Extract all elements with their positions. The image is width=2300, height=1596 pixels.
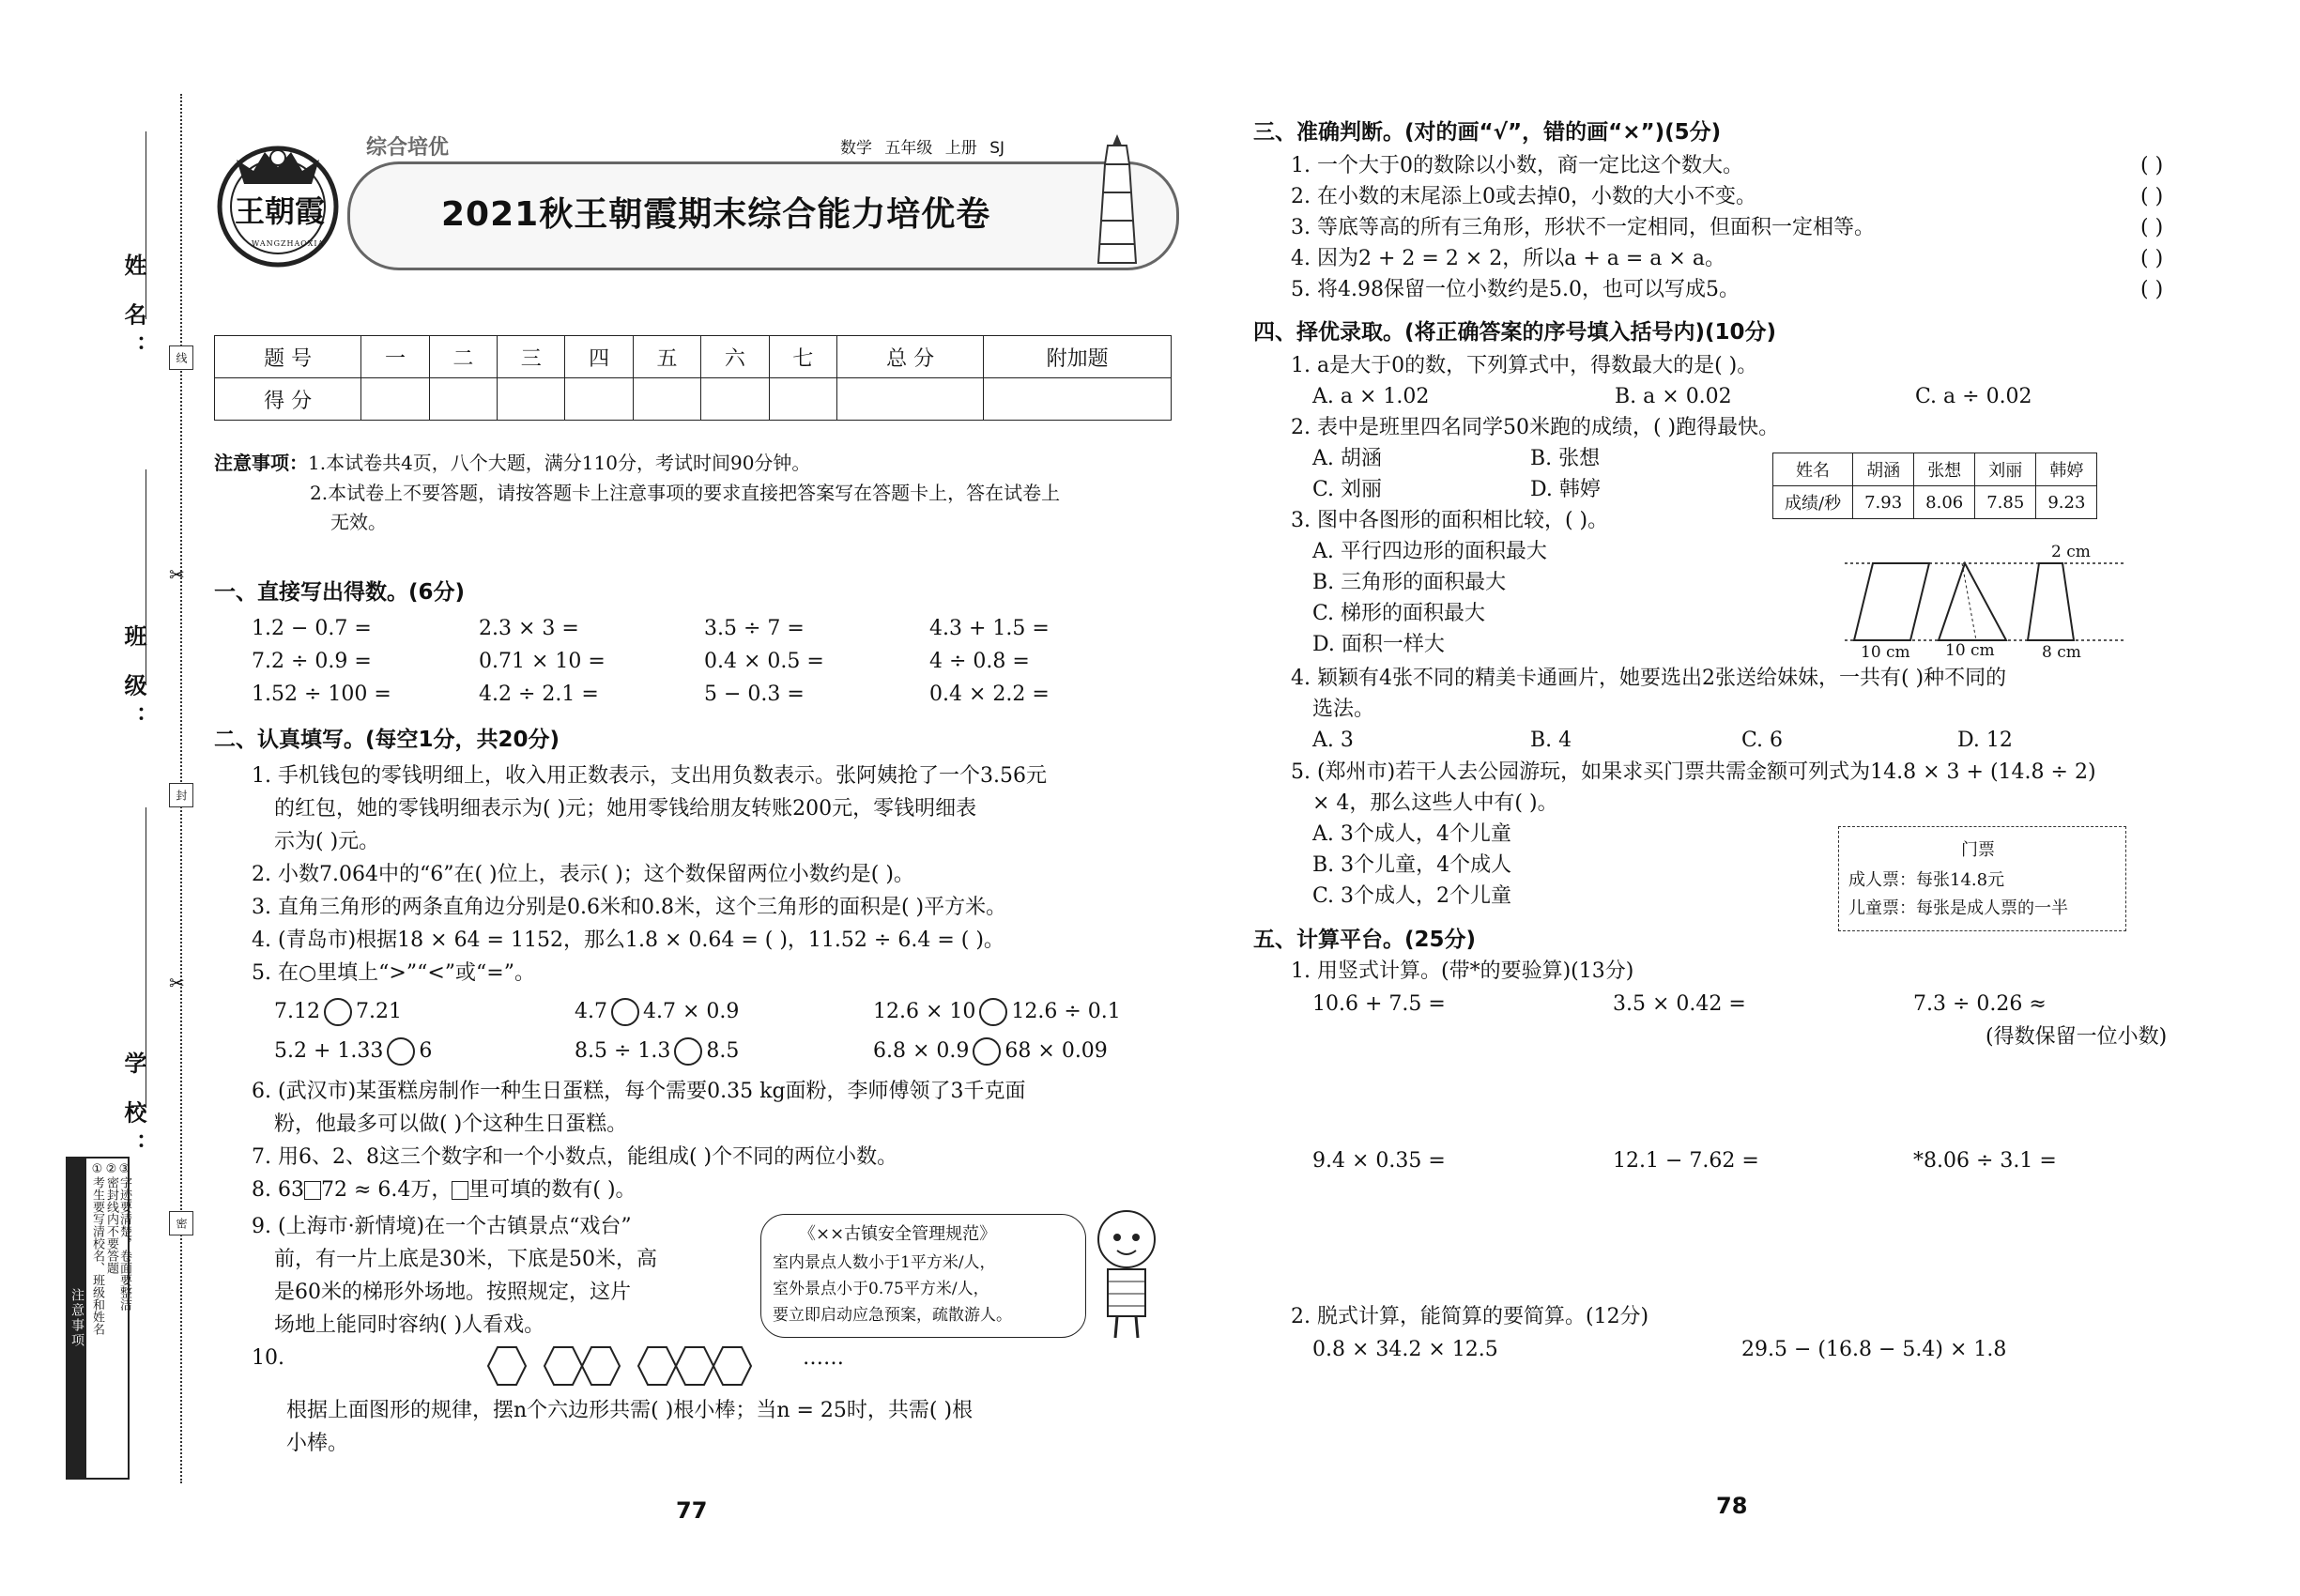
calc-item: 4 ÷ 0.8 = bbox=[929, 650, 1030, 673]
class-label: 班 级： bbox=[120, 624, 146, 738]
option: B. 张想 bbox=[1530, 447, 1601, 470]
compare-circle[interactable] bbox=[324, 998, 352, 1026]
rounding-note: (得数保留一位小数) bbox=[1986, 1025, 2168, 1049]
question-text: 6. (武汉市)某蛋糕房制作一种生日蛋糕，每个需要0.35 kg面粉，李师傅领了3千克面 bbox=[252, 1080, 1026, 1103]
compare-left: 6.8 × 0.9 bbox=[873, 1039, 970, 1063]
option: A. 胡涵 bbox=[1312, 447, 1382, 470]
notice-label-line bbox=[214, 449, 810, 477]
score-input-cell[interactable] bbox=[429, 378, 497, 421]
q8-part: 里可填的数有( )。 bbox=[468, 1178, 636, 1202]
question-text: 3. 直角三角形的两条直角边分别是0.6米和0.8米，这个三角形的面积是( )平方米。 bbox=[252, 896, 1007, 919]
option: D. 面积一样大 bbox=[1312, 633, 1445, 656]
score-input-cell[interactable] bbox=[361, 378, 429, 421]
option: A. 3 bbox=[1312, 729, 1354, 752]
question-text: 5. 在○里填上“>”“<”或“=”。 bbox=[252, 961, 535, 985]
compare-item bbox=[575, 998, 739, 1026]
compare-circle[interactable] bbox=[674, 1037, 702, 1066]
score-table-header-row bbox=[215, 336, 1172, 378]
question-text: 1. 用竖式计算。(带*的要验算)(13分) bbox=[1291, 959, 1634, 983]
option: C. 3个成人，2个儿童 bbox=[1312, 884, 1512, 908]
answer-paren[interactable]: ( ) bbox=[2140, 278, 2164, 301]
question-text: 场地上能同时容纳( )人看戏。 bbox=[274, 1313, 545, 1337]
binding-notes-title: 注意事项 bbox=[68, 1159, 86, 1478]
runner-cell: 9.23 bbox=[2036, 486, 2097, 519]
question-text: 7. 用6、2、8这三个数字和一个小数点，能组成( )个不同的两位小数。 bbox=[252, 1145, 898, 1169]
subject-info: 数学 五年级 上册 SJ bbox=[840, 139, 1005, 158]
question-text: 小棒。 bbox=[286, 1432, 349, 1455]
cut-mark-secret: 密 bbox=[169, 1211, 193, 1235]
option: C. a ÷ 0.02 bbox=[1915, 385, 2032, 408]
school-label: 学 校： bbox=[120, 1051, 146, 1165]
score-table bbox=[214, 335, 1172, 421]
compare-left: 8.5 ÷ 1.3 bbox=[575, 1039, 671, 1063]
calc-item: 3.5 ÷ 7 = bbox=[704, 617, 805, 640]
compare-left: 5.2 + 1.33 bbox=[274, 1039, 384, 1063]
calc-item: 0.4 × 0.5 = bbox=[704, 650, 824, 673]
q8-part: 72 ≈ 6.4万， bbox=[320, 1178, 452, 1202]
scissors-icon: ✂ bbox=[169, 972, 185, 994]
option: B. 4 bbox=[1530, 729, 1572, 752]
question-text: 2. 表中是班里四名同学50米跑的成绩，( )跑得最快。 bbox=[1291, 416, 1780, 439]
runner-cell: 成绩/秒 bbox=[1773, 486, 1853, 519]
hexagon-pattern-figure bbox=[479, 1333, 789, 1399]
q8-part: 8. 63 bbox=[252, 1178, 304, 1202]
score-cell: 附加题 bbox=[984, 336, 1172, 378]
runner-cell: 姓名 bbox=[1773, 453, 1853, 486]
option: B. a × 0.02 bbox=[1615, 385, 1732, 408]
score-input-cell[interactable] bbox=[769, 378, 836, 421]
score-cell: 五 bbox=[633, 336, 700, 378]
calc-item: 3.5 × 0.42 = bbox=[1613, 992, 1746, 1016]
binding-note: ③字迹要清楚，卷面要整洁 bbox=[117, 1162, 131, 1311]
cartoon-boy-icon bbox=[1080, 1202, 1173, 1343]
judge-item: 1. 一个大于0的数除以小数，商一定比这个数大。 bbox=[1291, 154, 1743, 177]
notice-box-line: 室内景点人数小于1平方米/人， bbox=[773, 1253, 996, 1272]
option: C. 梯形的面积最大 bbox=[1312, 602, 1486, 625]
calc-item: 5 − 0.3 = bbox=[704, 683, 805, 706]
runner-cell: 张想 bbox=[1914, 453, 1975, 486]
calc-item: 0.71 × 10 = bbox=[479, 650, 606, 673]
judge-item: 5. 将4.98保留一位小数约是5.0，也可以写成5。 bbox=[1291, 278, 1740, 301]
answer-paren[interactable]: ( ) bbox=[2140, 216, 2164, 239]
question-text: 4. 颖颖有4张不同的精美卡通画片，她要选出2张送给妹妹，一共有( )种不同的 bbox=[1291, 667, 2007, 690]
calc-item: 29.5 − (16.8 − 5.4) × 1.8 bbox=[1741, 1338, 2007, 1361]
section3-title: 三、准确判断。(对的画“√”，错的画“×”)(5分) bbox=[1253, 120, 1722, 145]
compare-circle[interactable] bbox=[979, 998, 1007, 1026]
binding-note: ①考生要写清校名、班级和姓名 bbox=[90, 1162, 104, 1335]
notice-line: 无效。 bbox=[330, 511, 387, 533]
question-text bbox=[252, 1176, 636, 1205]
score-cell: 题 号 bbox=[215, 336, 361, 378]
page-number-right: 78 bbox=[1716, 1493, 1748, 1519]
calc-item: 4.2 ÷ 2.1 = bbox=[479, 683, 599, 706]
figure-label: 8 cm bbox=[2042, 643, 2081, 662]
notice-label: 注意事项： bbox=[214, 452, 308, 474]
calc-item: 1.2 − 0.7 = bbox=[252, 617, 372, 640]
question-text: 4. (青岛市)根据18 × 64 = 1152，那么1.8 × 0.64 = ( )，11.52 ÷ 6.4 = ( )。 bbox=[252, 928, 1004, 952]
score-cell: 六 bbox=[701, 336, 769, 378]
compare-right: 4.7 × 0.9 bbox=[643, 1000, 740, 1023]
figure-label: 10 cm bbox=[1945, 641, 1995, 660]
question-text: 9. (上海市·新情境)在一个古镇景点“戏台” bbox=[252, 1215, 632, 1238]
compare-right: 68 × 0.09 bbox=[1004, 1039, 1108, 1063]
score-input-cell[interactable] bbox=[565, 378, 633, 421]
calc-item: 12.1 − 7.62 = bbox=[1613, 1149, 1759, 1173]
option: B. 三角形的面积最大 bbox=[1312, 571, 1507, 594]
question-text: 2. 脱式计算，能简算的要简算。(12分) bbox=[1291, 1305, 1649, 1328]
score-cell: 三 bbox=[498, 336, 565, 378]
score-input-cell[interactable] bbox=[498, 378, 565, 421]
compare-item bbox=[575, 1037, 739, 1066]
score-cell: 二 bbox=[429, 336, 497, 378]
question-text: 1. 手机钱包的零钱明细上，收入用正数表示，支出用负数表示。张阿姨抢了一个3.56元 bbox=[252, 764, 1047, 788]
option: B. 3个儿童，4个成人 bbox=[1312, 853, 1512, 877]
binding-notes-box bbox=[66, 1157, 130, 1480]
option: A. a × 1.02 bbox=[1312, 385, 1430, 408]
question-text: 选法。 bbox=[1312, 698, 1375, 721]
question-number: 10. bbox=[252, 1346, 284, 1370]
question-text: × 4，那么这些人中有( )。 bbox=[1312, 791, 1558, 815]
compare-left: 12.6 × 10 bbox=[873, 1000, 976, 1023]
safety-notice-box bbox=[760, 1214, 1086, 1338]
option: C. 刘丽 bbox=[1312, 478, 1383, 501]
runner-times-table bbox=[1772, 453, 2097, 519]
notice-line: 2.本试卷上不要答题，请按答题卡上注意事项的要求直接把答案写在答题卡上，答在试卷上 bbox=[310, 482, 1061, 504]
calc-item: 9.4 × 0.35 = bbox=[1312, 1149, 1446, 1173]
paper-title: 2021秋王朝霞期末综合能力培优卷 bbox=[441, 195, 991, 234]
judge-item: 4. 因为2 + 2 = 2 × 2，所以a + a = a × a。 bbox=[1291, 247, 1725, 270]
runner-cell: 韩婷 bbox=[2036, 453, 2097, 486]
series-tag: 综合培优 bbox=[366, 136, 450, 160]
runner-table-header bbox=[1773, 453, 2097, 486]
continuation-dots: …… bbox=[803, 1346, 844, 1370]
calc-item: 1.52 ÷ 100 = bbox=[252, 683, 391, 706]
runner-cell: 胡涵 bbox=[1853, 453, 1914, 486]
question-text: 示为( )元。 bbox=[274, 830, 380, 853]
ticket-line: 儿童票：每张是成人票的一半 bbox=[1848, 898, 2068, 918]
score-cell: 总 分 bbox=[837, 336, 984, 378]
calc-item: 7.2 ÷ 0.9 = bbox=[252, 650, 372, 673]
option: A. 平行四边形的面积最大 bbox=[1312, 540, 1547, 563]
runner-cell: 刘丽 bbox=[1975, 453, 2036, 486]
score-cell: 一 bbox=[361, 336, 429, 378]
trapezoid-shape bbox=[2028, 563, 2074, 640]
question-text: 粉，他最多可以做( )个这种生日蛋糕。 bbox=[274, 1113, 628, 1136]
notice-box-title: 《××古镇安全管理规范》 bbox=[799, 1224, 997, 1244]
calc-item: 7.3 ÷ 0.26 ≈ bbox=[1913, 992, 2047, 1016]
compare-circle[interactable] bbox=[387, 1037, 415, 1066]
runner-cell: 7.93 bbox=[1853, 486, 1914, 519]
question-text: 2. 小数7.064中的“6”在( )位上，表示( )；这个数保留两位小数约是( )。 bbox=[252, 863, 914, 886]
compare-item bbox=[873, 998, 1121, 1026]
section2-title: 二、认真填写。(每空1分，共20分) bbox=[214, 728, 560, 752]
notice-box-line: 要立即启动应急预案，疏散游人。 bbox=[773, 1306, 1012, 1325]
judge-item: 3. 等底等高的所有三角形，形状不一定相同，但面积一定相等。 bbox=[1291, 216, 1875, 239]
option: D. 12 bbox=[1957, 729, 2013, 752]
notice-line: 1.本试卷共4页，八个大题，满分110分，考试时间90分钟。 bbox=[308, 452, 811, 474]
question-text: 3. 图中各图形的面积相比较，( )。 bbox=[1291, 509, 1609, 532]
blank-box bbox=[452, 1181, 468, 1200]
section1-title: 一、直接写出得数。(6分) bbox=[214, 580, 466, 605]
question-text: 根据上面图形的规律，摆n个六边形共需( )根小棒；当n = 25时，共需( )根 bbox=[286, 1399, 974, 1422]
binding-margin bbox=[0, 0, 197, 1596]
question-text: 5. (郑州市)若干人去公园游玩，如果求买门票共需金额可列式为14.8 × 3 + (14.8 ÷ 2) bbox=[1291, 760, 2096, 784]
compare-right: 8.5 bbox=[706, 1039, 740, 1063]
calc-item: *8.06 ÷ 3.1 = bbox=[1913, 1149, 2057, 1173]
option: D. 韩婷 bbox=[1530, 478, 1601, 501]
score-table-score-row bbox=[215, 378, 1172, 421]
question-text: 的红包，她的零钱明细表示为( )元；她用零钱给朋友转账200元，零钱明细表 bbox=[274, 797, 977, 821]
compare-circle[interactable] bbox=[611, 998, 639, 1026]
option: C. 6 bbox=[1741, 729, 1784, 752]
scissors-icon: ✂ bbox=[169, 563, 185, 586]
cut-mark-seal: 封 bbox=[169, 783, 193, 807]
logo-ring-text: WANGZHAOXIA bbox=[252, 239, 325, 248]
lighthouse-icon bbox=[1084, 127, 1150, 268]
compare-right: 6 bbox=[419, 1039, 433, 1063]
score-input-cell[interactable] bbox=[837, 378, 984, 421]
score-input-cell[interactable] bbox=[701, 378, 769, 421]
compare-item bbox=[274, 998, 402, 1026]
calc-item: 10.6 + 7.5 = bbox=[1312, 992, 1446, 1016]
score-cell: 四 bbox=[565, 336, 633, 378]
answer-paren[interactable]: ( ) bbox=[2140, 185, 2164, 208]
score-input-cell[interactable] bbox=[633, 378, 700, 421]
judge-item: 2. 在小数的末尾添上0或去掉0，小数的大小不变。 bbox=[1291, 185, 1756, 208]
cut-mark-line: 线 bbox=[169, 345, 193, 370]
figure-label: 2 cm bbox=[2051, 543, 2091, 561]
calc-item: 0.4 × 2.2 = bbox=[929, 683, 1050, 706]
answer-paren[interactable]: ( ) bbox=[2140, 247, 2164, 270]
parallelogram-shape bbox=[1854, 563, 1929, 640]
question-text: 是60米的梯形外场地。按照规定，这片 bbox=[274, 1281, 631, 1304]
figure-label: 10 cm bbox=[1861, 643, 1910, 662]
runner-cell: 8.06 bbox=[1914, 486, 1975, 519]
compare-right: 7.21 bbox=[355, 1000, 402, 1023]
notice-box-line: 室外景点小于0.75平方米/人， bbox=[773, 1280, 989, 1298]
ticket-line: 成人票：每张14.8元 bbox=[1848, 870, 2005, 890]
compare-right: 12.6 ÷ 0.1 bbox=[1011, 1000, 1121, 1023]
score-row-label: 得 分 bbox=[215, 378, 361, 421]
option: A. 3个成人，4个儿童 bbox=[1312, 822, 1511, 846]
ticket-title: 门票 bbox=[1961, 840, 1995, 860]
blank-box bbox=[304, 1181, 321, 1200]
name-label: 姓 名： bbox=[120, 253, 146, 367]
runner-table-row bbox=[1773, 486, 2097, 519]
calc-item: 4.3 + 1.5 = bbox=[929, 617, 1050, 640]
compare-item bbox=[873, 1037, 1108, 1066]
section5-title: 五、计算平台。(25分) bbox=[1253, 928, 1477, 952]
compare-left: 7.12 bbox=[274, 1000, 320, 1023]
triangle-shape bbox=[1939, 563, 2006, 640]
section4-title: 四、择优录取。(将正确答案的序号填入括号内)(10分) bbox=[1253, 320, 1777, 345]
calc-item: 0.8 × 34.2 × 12.5 bbox=[1312, 1338, 1498, 1361]
page-number-left: 77 bbox=[676, 1497, 708, 1524]
ticket-price-box bbox=[1838, 826, 2126, 931]
compare-item bbox=[274, 1037, 432, 1066]
answer-paren[interactable]: ( ) bbox=[2140, 154, 2164, 177]
runner-cell: 7.85 bbox=[1975, 486, 2036, 519]
question-text: 1. a是大于0的数，下列算式中，得数最大的是( )。 bbox=[1291, 354, 1758, 377]
logo-text: 王朝霞 bbox=[235, 193, 326, 229]
binding-note: ②密封线内不要答题 bbox=[104, 1162, 118, 1274]
calc-item: 2.3 × 3 = bbox=[479, 617, 579, 640]
compare-left: 4.7 bbox=[575, 1000, 607, 1023]
score-cell: 七 bbox=[769, 336, 836, 378]
compare-circle[interactable] bbox=[973, 1037, 1001, 1066]
question-text: 前，有一片上底是30米，下底是50米，高 bbox=[274, 1248, 657, 1271]
shapes-area-figure bbox=[1845, 554, 2126, 648]
score-input-cell[interactable] bbox=[984, 378, 1172, 421]
